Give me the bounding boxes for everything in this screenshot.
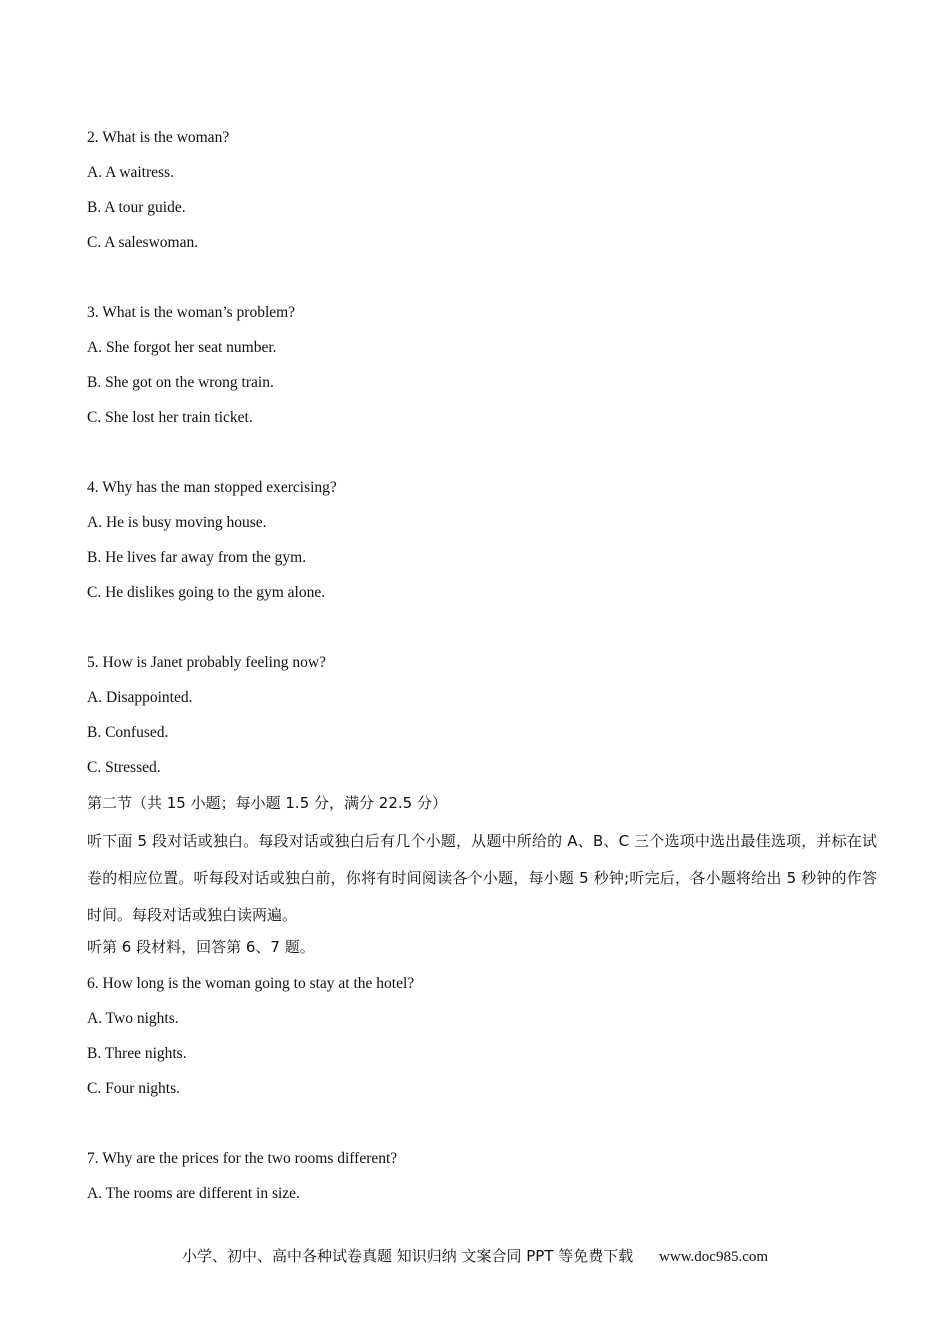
section-2-instructions: 听下面 5 段对话或独白。每段对话或独白后有几个小题，从题中所给的 A、B、C 三个选项中选出最佳选项，并标在试卷的相应位置。听每段对话或独白前，你将有时间阅读各个小题，每小题 5 秒钟;听完后，各小题将给出 5 秒钟的作答时间。每段对话或独白读两遍。 bbox=[87, 832, 877, 924]
page-content bbox=[87, 127, 877, 1218]
q7-option-a: A. The rooms are different in size. bbox=[87, 1185, 300, 1202]
q2-option-c: C. A saleswoman. bbox=[87, 234, 199, 251]
section-2-heading: 第二节（共 15 小题；每小题 1.5 分，满分 22.5 分） bbox=[87, 794, 447, 812]
q2-option-a: A. A waitress. bbox=[87, 164, 174, 181]
q3-option-c: C. She lost her train ticket. bbox=[87, 409, 253, 426]
q2-option-b: B. A tour guide. bbox=[87, 199, 186, 216]
footer-text: 小学、初中、高中各种试卷真题 知识归纳 文案合同 PPT 等免费下载 bbox=[181, 1247, 634, 1265]
q6-option-a: A. Two nights. bbox=[87, 1010, 179, 1027]
q4-option-b: B. He lives far away from the gym. bbox=[87, 549, 307, 566]
q3-option-a: A. She forgot her seat number. bbox=[87, 339, 277, 356]
page-footer bbox=[0, 1245, 950, 1266]
q4-option-a: A. He is busy moving house. bbox=[87, 514, 267, 531]
q4-option-c: C. He dislikes going to the gym alone. bbox=[87, 584, 326, 601]
q5-option-b: B. Confused. bbox=[87, 724, 169, 741]
question-3: 3. What is the woman’s problem? bbox=[87, 304, 296, 321]
question-4: 4. Why has the man stopped exercising? bbox=[87, 479, 337, 496]
q5-option-a: A. Disappointed. bbox=[87, 689, 193, 706]
q3-option-b: B. She got on the wrong train. bbox=[87, 374, 274, 391]
q6-option-c: C. Four nights. bbox=[87, 1080, 181, 1097]
spacer bbox=[87, 267, 877, 302]
question-7: 7. Why are the prices for the two rooms different? bbox=[87, 1150, 398, 1167]
spacer bbox=[87, 442, 877, 477]
spacer bbox=[87, 617, 877, 652]
spacer bbox=[87, 1113, 877, 1148]
question-5: 5. How is Janet probably feeling now? bbox=[87, 654, 326, 671]
question-2: 2. What is the woman? bbox=[87, 129, 230, 146]
question-6: 6. How long is the woman going to stay at the hotel? bbox=[87, 975, 415, 992]
footer-url[interactable]: www.doc985.com bbox=[659, 1249, 769, 1265]
q6-option-b: B. Three nights. bbox=[87, 1045, 187, 1062]
q5-option-c: C. Stressed. bbox=[87, 759, 161, 776]
material-6-heading: 听第 6 段材料，回答第 6、7 题。 bbox=[87, 938, 315, 956]
